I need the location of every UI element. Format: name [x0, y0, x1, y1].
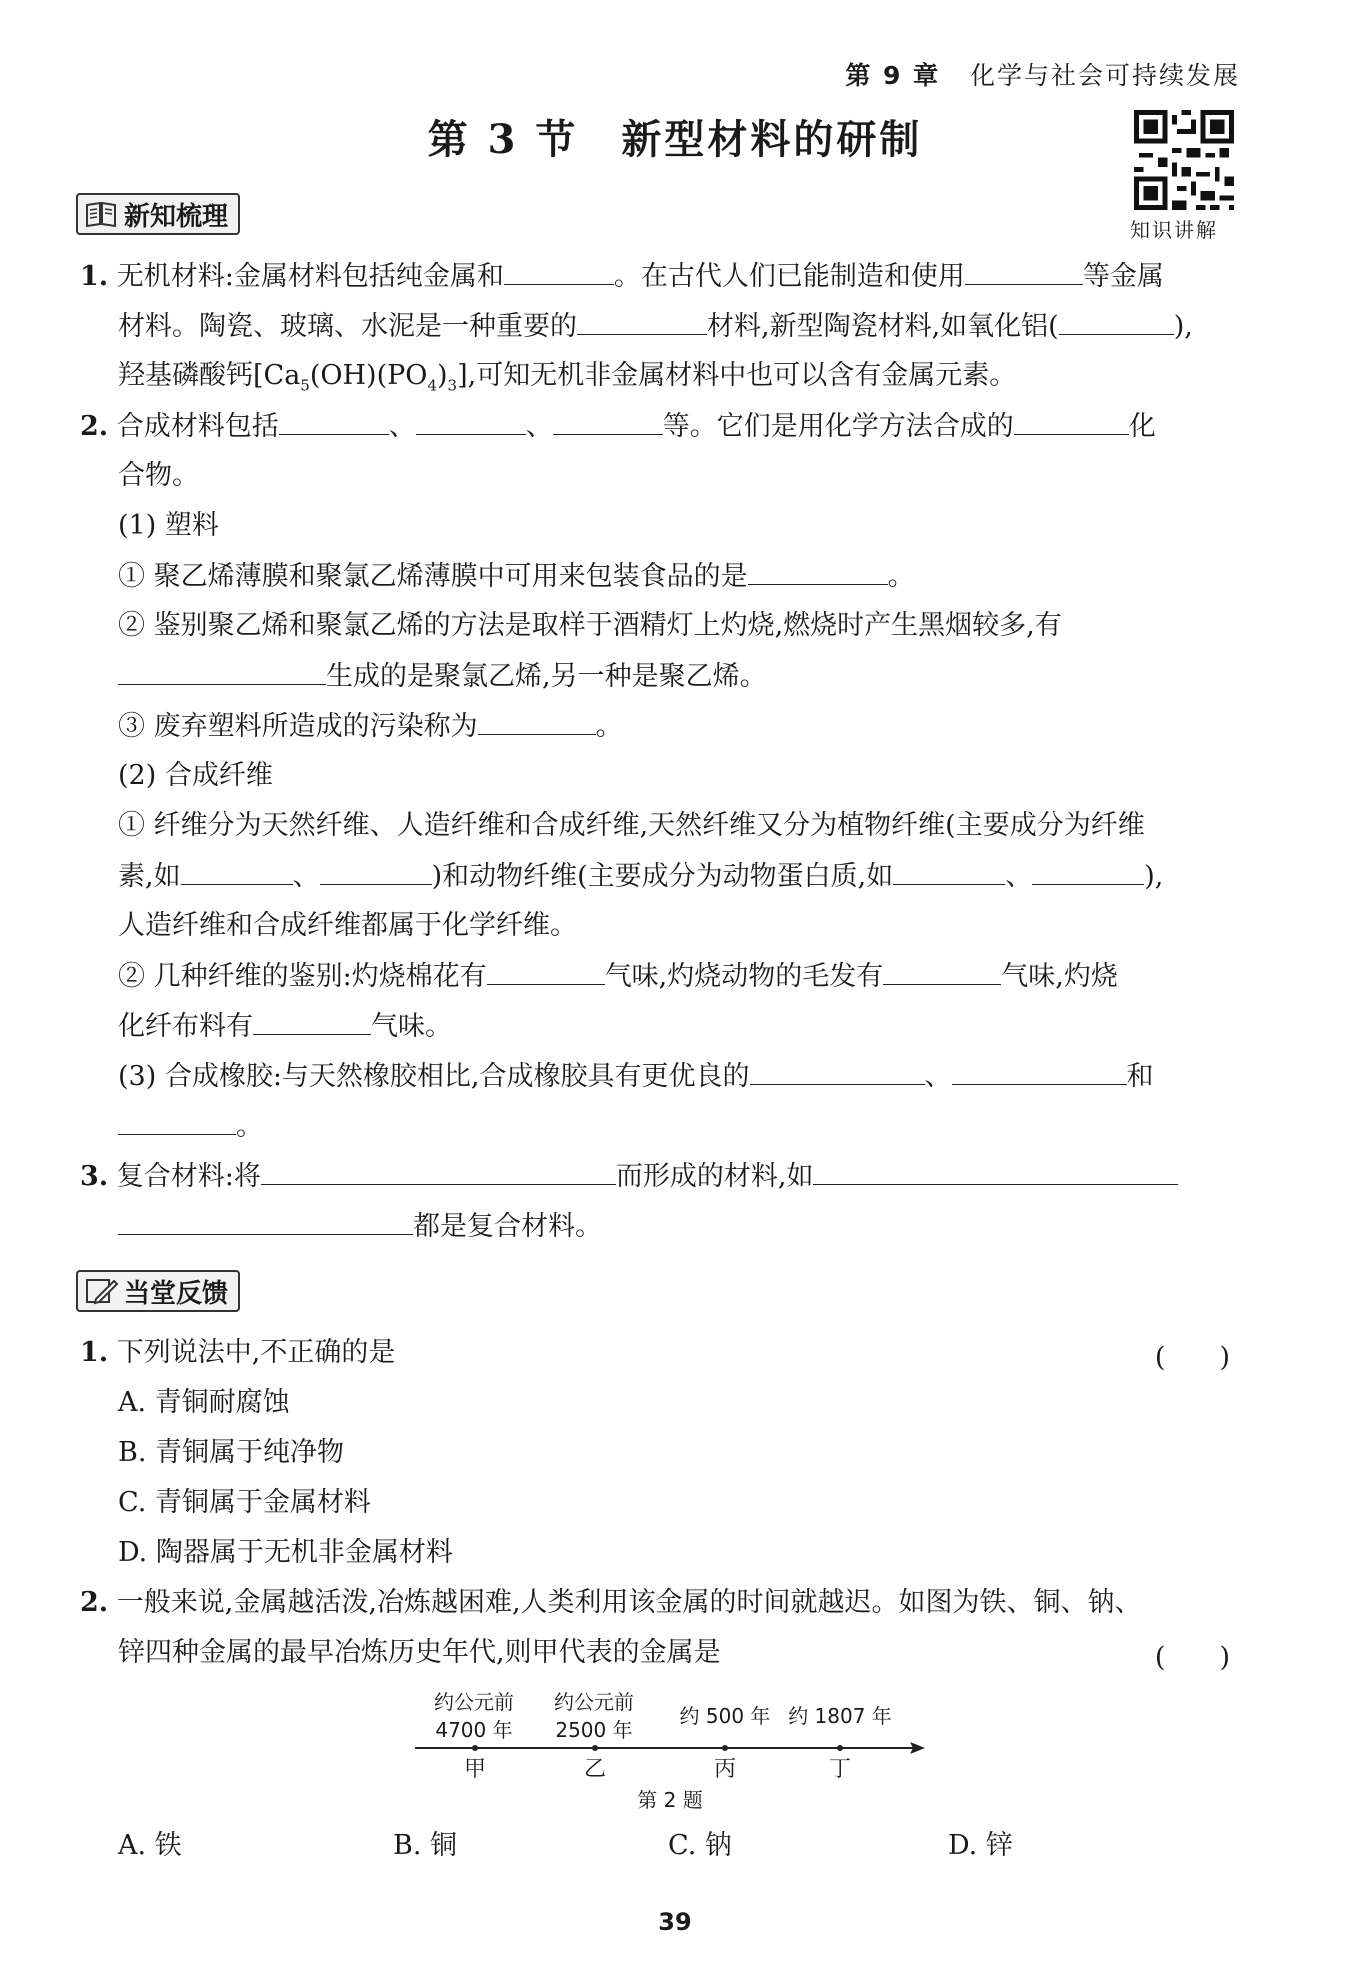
answer-paren[interactable]: ( ) [1154, 1342, 1230, 1373]
answer-blank[interactable] [1059, 308, 1174, 335]
timeline-name-ding: 丁 [828, 1757, 851, 1782]
q3-line-1 [80, 1158, 1178, 1195]
q2-text: 化 [1128, 411, 1156, 442]
chapter-header [845, 56, 1240, 92]
q1-line-2 [118, 308, 1193, 345]
separator: 、 [1005, 861, 1033, 892]
question-stem: 下列说法中,不正确的是 [116, 1337, 396, 1368]
option-a[interactable]: A. 铁 [118, 1830, 182, 1861]
qr-label: 知识讲解 [1130, 218, 1218, 242]
answer-blank[interactable] [883, 958, 1001, 985]
timeline-date-bing: 约 500 年 [679, 1704, 771, 1728]
feedback-q2-stem-2: 锌四种金属的最早冶炼历史年代,则甲代表的金属是 [118, 1637, 721, 1668]
timeline-date-jia [418, 1688, 530, 1744]
timeline-name-yi: 乙 [583, 1757, 606, 1782]
q2-part-2a: ① 纤维分为天然纤维、人造纤维和合成纤维,天然纤维又分为植物纤维(主要成分为纤维 [118, 810, 1145, 841]
answer-blank[interactable] [1014, 408, 1129, 435]
timeline-point [837, 1745, 843, 1751]
answer-blank[interactable] [261, 1158, 616, 1185]
q2-text: 素,如 [118, 861, 181, 892]
question-number: 3. [80, 1161, 109, 1192]
answer-blank[interactable] [965, 258, 1083, 285]
separator: 、 [924, 1061, 952, 1092]
question-number: 1. [80, 261, 109, 292]
question-stem: 一般来说,金属越活泼,冶炼越困难,人类利用该金属的时间就越迟。如图为铁、铜、钠、 [116, 1587, 1142, 1618]
q3-text: 而形成的材料,如 [615, 1161, 814, 1192]
answer-blank[interactable] [118, 1208, 413, 1235]
q2-text: 气味,灼烧 [1001, 961, 1118, 992]
q2-text: 合成材料包括 [116, 411, 279, 442]
answer-blank[interactable] [813, 1158, 1178, 1185]
feedback-q2-stem-1 [80, 1585, 1142, 1621]
answer-blank[interactable] [253, 1008, 371, 1035]
option-a[interactable]: A. 青铜耐腐蚀 [118, 1387, 290, 1418]
timeline-point [472, 1745, 478, 1751]
answer-blank[interactable] [1032, 858, 1144, 885]
timeline-date-yi [538, 1688, 650, 1744]
q2-line-2: 合物。 [118, 460, 199, 491]
q1-text: 等金属 [1082, 261, 1164, 292]
timeline-name-bing: 丙 [713, 1757, 736, 1782]
separator: 、 [388, 411, 416, 442]
q2-text: ② 几种纤维的鉴别:灼烧棉花有 [118, 961, 487, 992]
q3-text: 复合材料:将 [116, 1161, 261, 1192]
q1-text: 。在古代人们已能制造和使用 [613, 261, 965, 292]
figure-caption: 第 2 题 [637, 1788, 703, 1812]
q2-text: 和 [1126, 1061, 1154, 1092]
answer-blank[interactable] [320, 858, 432, 885]
subscript: 4 [427, 376, 437, 395]
answer-blank[interactable] [504, 258, 614, 285]
q1-text: ],可知无机非金属材料中也可以含有金属元素。 [457, 360, 1017, 391]
subscript: 5 [300, 376, 310, 395]
answer-blank[interactable] [487, 958, 605, 985]
q2-part-1-title: (1) 塑料 [118, 510, 219, 541]
section-title: 第 3 节 新型材料的研制 [427, 116, 923, 163]
q2-part-2a-cont [118, 858, 1163, 895]
q3-line-2 [118, 1208, 602, 1245]
answer-blank[interactable] [952, 1058, 1127, 1085]
option-d[interactable]: D. 锌 [948, 1830, 1013, 1861]
page-number: 39 [658, 1908, 692, 1936]
question-number: 2. [80, 411, 109, 442]
separator: 、 [525, 411, 553, 442]
q2-line-1 [80, 408, 1156, 445]
q1-text: 材料。陶瓷、玻璃、水泥是一种重要的 [118, 311, 577, 342]
option-b[interactable]: B. 青铜属于纯净物 [118, 1437, 345, 1468]
question-number: 2. [80, 1587, 109, 1618]
answer-paren[interactable]: ( ) [1154, 1642, 1230, 1673]
question-number: 1. [80, 1337, 109, 1368]
q1-text: 材料,新型陶瓷材料,如氧化铝( [707, 311, 1059, 342]
answer-blank[interactable] [118, 1108, 236, 1135]
q2-part-2b [118, 958, 1118, 995]
timeline-name-jia: 甲 [463, 1757, 486, 1782]
q2-part-1b: ② 鉴别聚乙烯和聚氯乙烯的方法是取样于酒精灯上灼烧,燃烧时产生黑烟较多,有 [118, 610, 1062, 641]
option-c[interactable]: C. 钠 [668, 1830, 732, 1861]
section-label: 新知梳理 [124, 201, 229, 232]
answer-blank[interactable] [748, 558, 888, 585]
q2-text: 等。它们是用化学方法合成的 [662, 411, 1014, 442]
option-d[interactable]: D. 陶器属于无机非金属材料 [118, 1537, 453, 1568]
q2-text: 生成的是聚氯乙烯,另一种是聚乙烯。 [326, 661, 767, 692]
q2-text: ), [1144, 861, 1164, 892]
qr-code-icon[interactable] [1134, 110, 1234, 210]
section-label: 当堂反馈 [124, 1278, 229, 1309]
q2-part-1c [118, 708, 623, 745]
option-c[interactable]: C. 青铜属于金属材料 [118, 1487, 371, 1518]
book-icon [84, 200, 118, 228]
timeline-date-bottom: 2500 年 [555, 1718, 633, 1742]
q2-part-1a [118, 558, 915, 595]
answer-blank[interactable] [118, 658, 326, 685]
q2-part-2a-end: 人造纤维和合成纤维都属于化学纤维。 [118, 910, 577, 941]
q2-text: 气味。 [371, 1011, 452, 1042]
option-b[interactable]: B. 铜 [393, 1830, 458, 1861]
q3-text: 都是复合材料。 [413, 1211, 602, 1242]
chapter-title: 化学与社会可持续发展 [969, 61, 1240, 90]
q1-text: 无机材料:金属材料包括纯金属和 [116, 261, 504, 292]
q2-text: 。 [595, 711, 623, 742]
answer-blank[interactable] [416, 408, 526, 435]
section-header-new-knowledge [76, 193, 240, 235]
formula-text: ) [436, 360, 448, 391]
q2-part-1b-cont [118, 658, 767, 695]
section-header-feedback [76, 1270, 240, 1312]
timeline-point [722, 1745, 728, 1751]
timeline-date-ding: 约 1807 年 [788, 1704, 892, 1728]
q1-text: ), [1173, 311, 1193, 342]
q2-text: (3) 合成橡胶:与天然橡胶相比,合成橡胶具有更优良的 [118, 1061, 750, 1092]
answer-blank[interactable] [553, 408, 663, 435]
q2-text: ③ 废弃塑料所造成的污染称为 [118, 711, 478, 742]
q2-text: )和动物纤维(主要成分为动物蛋白质,如 [431, 861, 894, 892]
pencil-icon [84, 1277, 118, 1305]
answer-blank[interactable] [279, 408, 389, 435]
separator: 、 [292, 861, 320, 892]
answer-blank[interactable] [577, 308, 707, 335]
timeline-date-top: 约公元前 [434, 1690, 514, 1714]
chapter-number: 第 9 章 [845, 61, 941, 90]
answer-blank[interactable] [750, 1058, 925, 1085]
q2-part-2b-cont [118, 1008, 452, 1045]
timeline-date-bottom: 4700 年 [435, 1718, 513, 1742]
answer-blank[interactable] [893, 858, 1005, 885]
q2-part-3-cont [118, 1108, 263, 1145]
timeline-date-top: 约公元前 [554, 1690, 634, 1714]
q1-line-1 [80, 258, 1164, 295]
formula-text: 羟基磷酸钙[Ca [118, 360, 301, 391]
q2-text: 。 [887, 561, 915, 592]
q2-text: ① 聚乙烯薄膜和聚氯乙烯薄膜中可用来包装食品的是 [118, 561, 748, 592]
q2-part-2-title: (2) 合成纤维 [118, 760, 273, 791]
q2-text: 化纤布料有 [118, 1011, 253, 1042]
q2-part-3 [118, 1058, 1154, 1095]
q2-text: 。 [236, 1111, 263, 1142]
q2-text: 气味,灼烧动物的毛发有 [604, 961, 884, 992]
formula-text: (OH)(PO [309, 360, 428, 391]
answer-blank[interactable] [478, 708, 596, 735]
subscript: 3 [447, 376, 458, 395]
feedback-q1-stem [80, 1335, 395, 1371]
timeline-point [592, 1745, 598, 1751]
answer-blank[interactable] [181, 858, 293, 885]
q1-line-3 [118, 358, 1016, 403]
